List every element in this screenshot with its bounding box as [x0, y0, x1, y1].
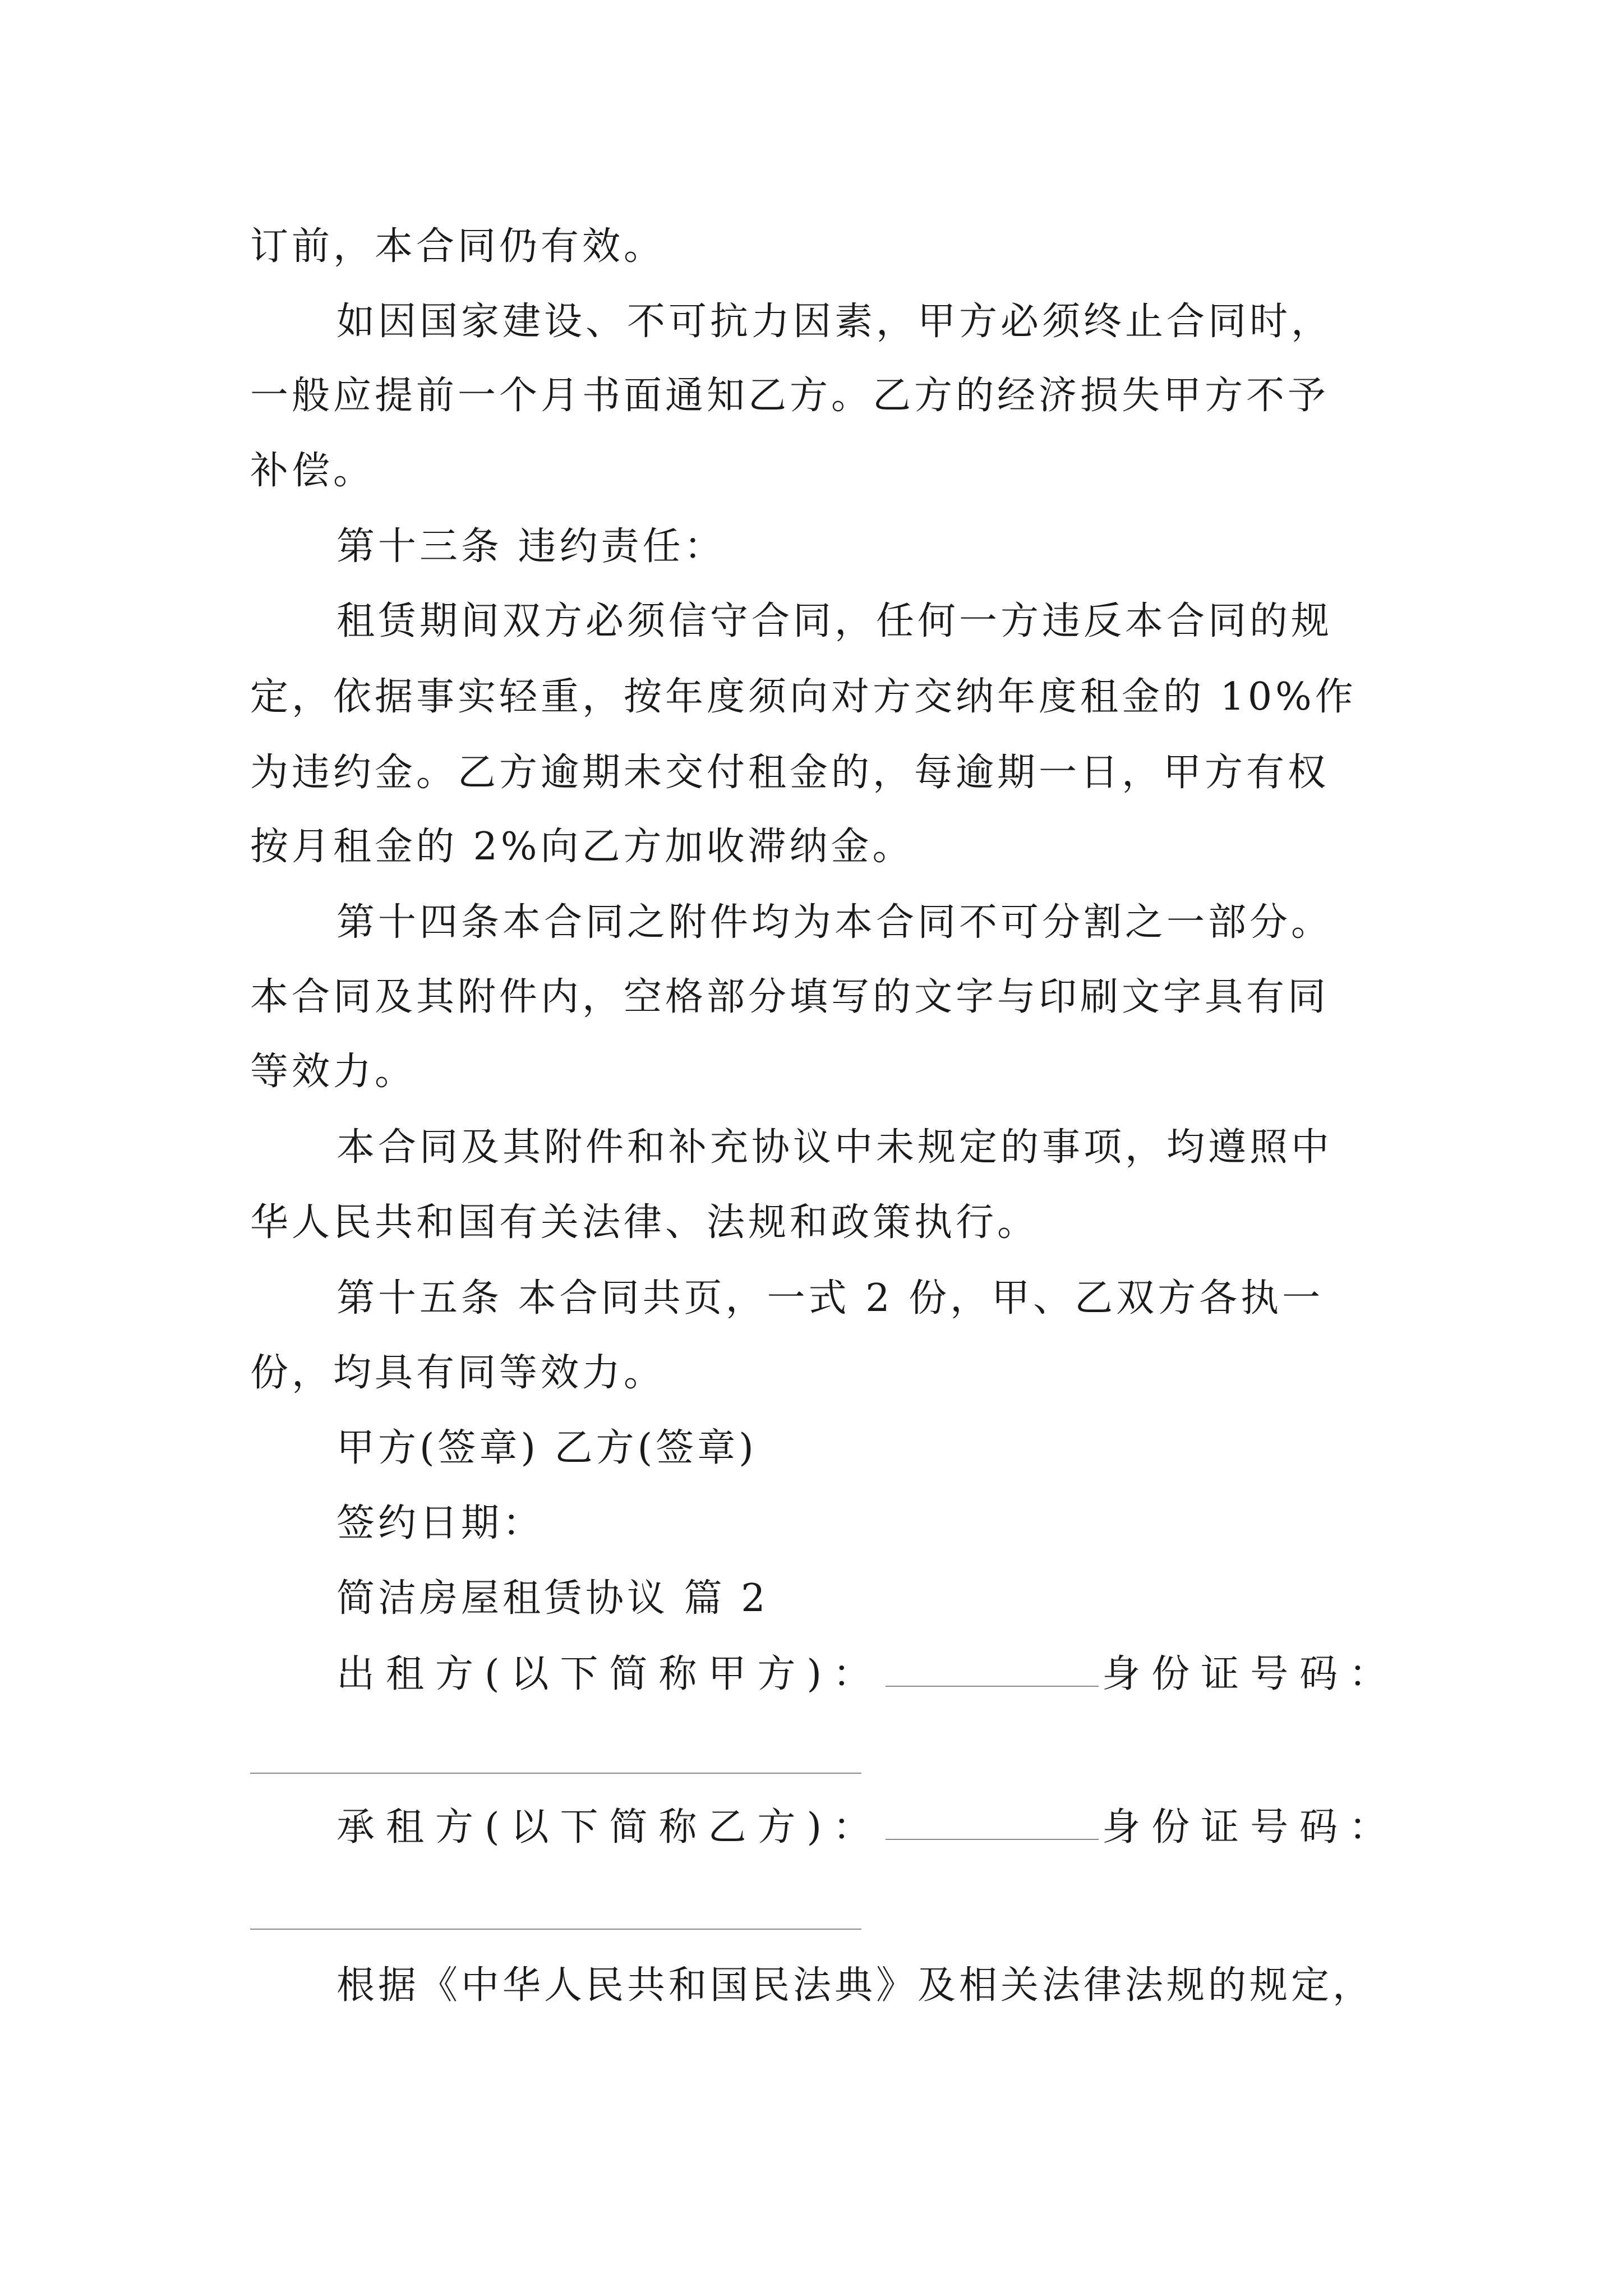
lessee-id-label: 身份证号码： — [1102, 1805, 1399, 1849]
text-line: 为违约金。乙方逾期未交付租金的，每逾期一日，甲方有权 — [250, 751, 1330, 795]
lessor-id-blank — [250, 1773, 861, 1774]
lessor-label: 出租方(以下简称甲方)： — [336, 1652, 883, 1696]
text-line: 订前，本合同仍有效。 — [250, 224, 666, 269]
text-line: 补偿。 — [250, 449, 375, 493]
lessor-name-blank — [886, 1654, 1099, 1687]
text-line: 份，均具有同等效力。 — [250, 1351, 666, 1395]
text-line: 等效力。 — [250, 1050, 417, 1094]
text-line: 根据《中华人民共和国民法典》及相关法律法规的规定， — [336, 1963, 1375, 2008]
lessee-name-blank — [886, 1807, 1099, 1840]
text-line: 如因国家建设、不可抗力因素，甲方必须终止合同时， — [336, 300, 1333, 344]
text-line: 定，依据事实轻重，按年度须向对方交纳年度租金的 10%作 — [250, 675, 1357, 719]
text-line: 第十四条本合同之附件均为本合同不可分割之一部分。 — [336, 900, 1333, 945]
text-line: 本合同及其附件和补充协议中未规定的事项，均遵照中 — [336, 1125, 1333, 1170]
text-line: 第十五条 本合同共页，一式 2 份，甲、乙双方各执一 — [336, 1276, 1324, 1320]
lessor-id-label: 身份证号码： — [1102, 1652, 1399, 1696]
section-heading: 第十三条 违约责任： — [336, 524, 726, 569]
lessor-row — [336, 1652, 1398, 1697]
signature-line: 甲方(签章) 乙方(签章) — [336, 1426, 757, 1470]
text-line: 华人民共和国有关法律、法规和政策执行。 — [250, 1200, 1039, 1245]
agreement-title: 简洁房屋租赁协议 篇 2 — [336, 1576, 769, 1621]
lessee-id-blank — [250, 1929, 861, 1930]
signing-date: 签约日期： — [336, 1501, 545, 1545]
text-line: 一般应提前一个月书面通知乙方。乙方的经济损失甲方不予 — [250, 374, 1330, 418]
text-line: 本合同及其附件内，空格部分填写的文字与印刷文字具有同 — [250, 975, 1330, 1019]
text-line: 租赁期间双方必须信守合同，任何一方违反本合同的规 — [336, 599, 1333, 643]
text-line: 按月租金的 2%向乙方加收滞纳金。 — [250, 825, 914, 869]
lessee-label: 承租方(以下简称乙方)： — [336, 1805, 883, 1849]
lessee-row — [336, 1805, 1398, 1850]
